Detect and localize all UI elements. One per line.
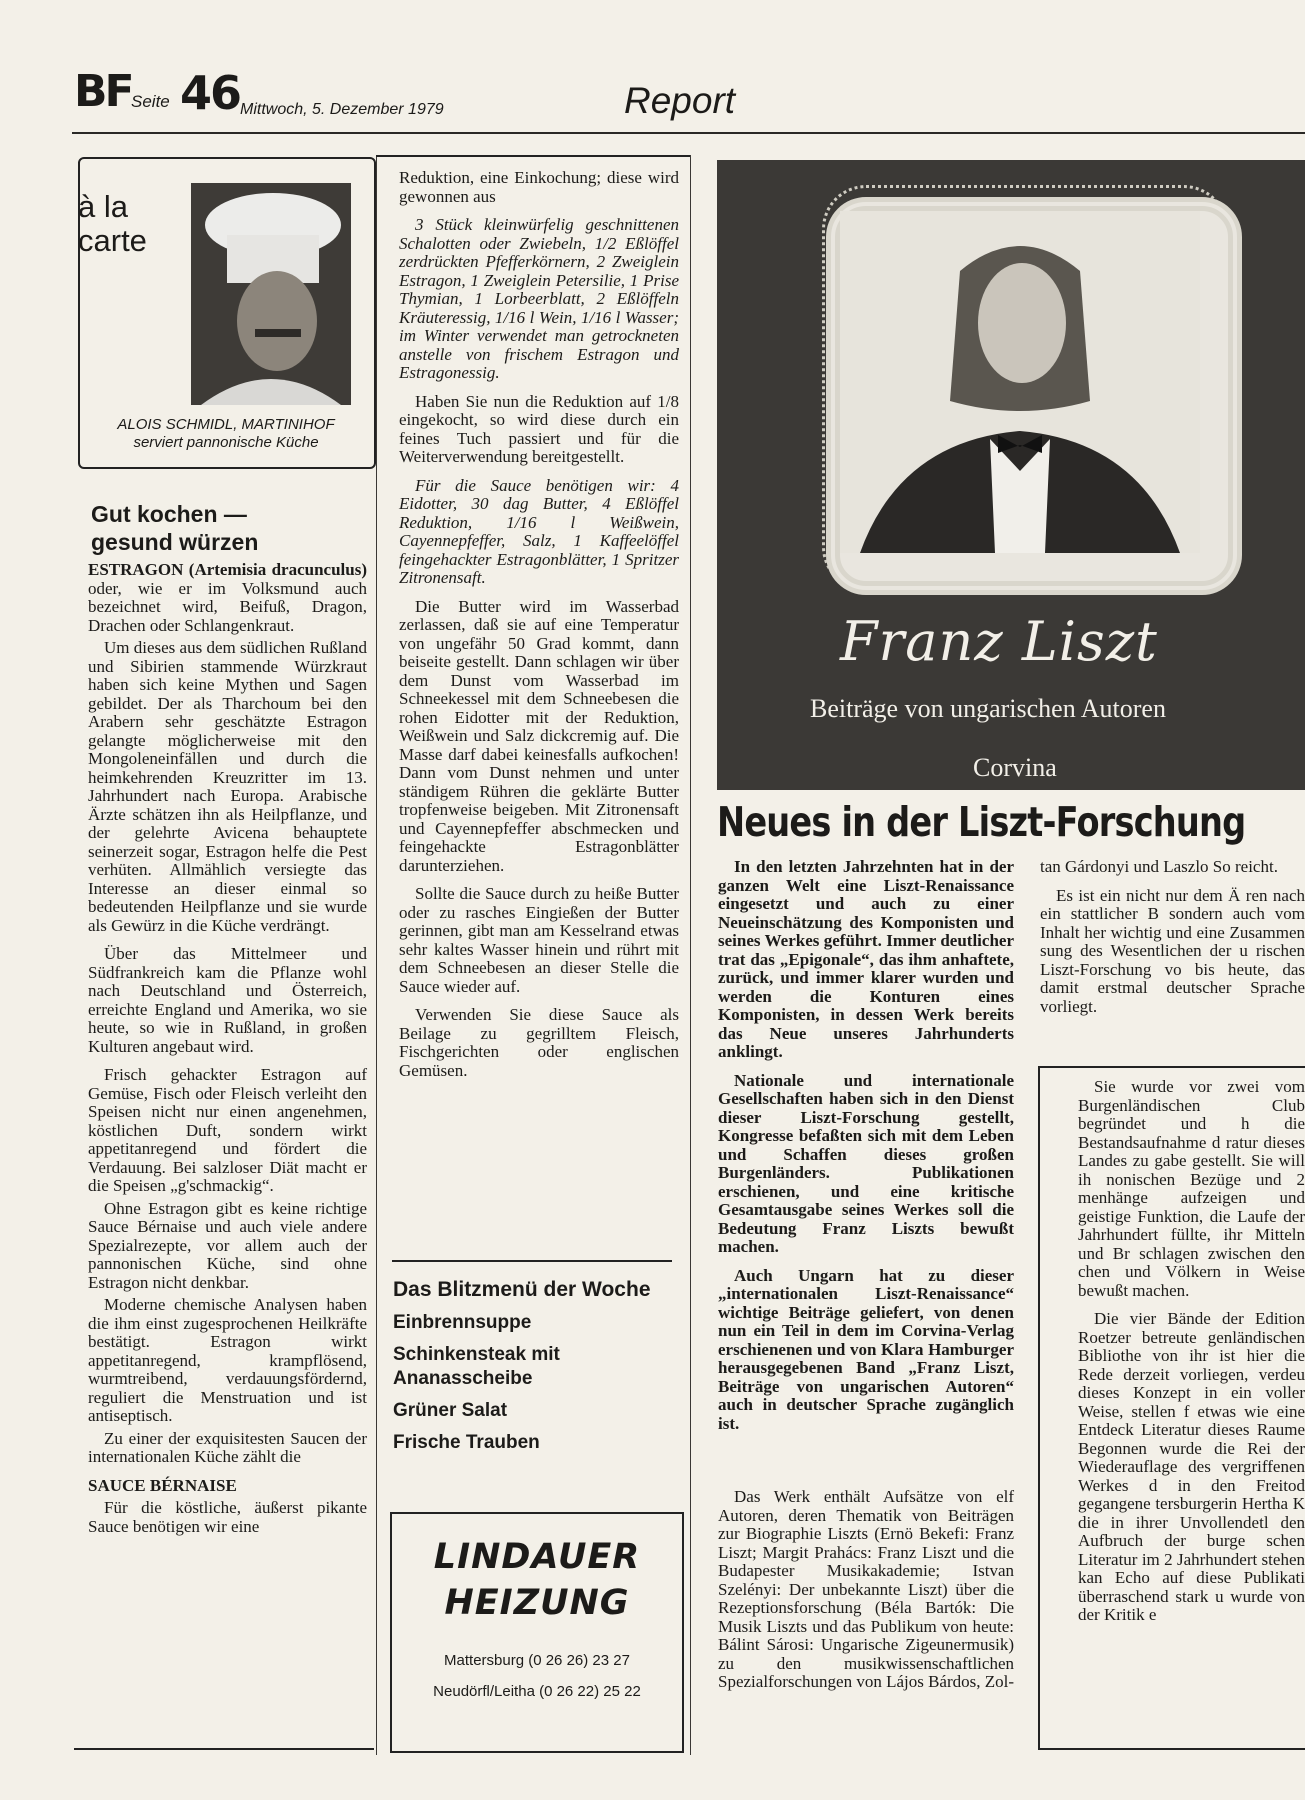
menu-item: Schinkensteak mit Ananasscheibe <box>393 1344 560 1389</box>
issue-date: Mittwoch, 5. Dezember 1979 <box>240 101 444 118</box>
paragraph: Die vier Bände der Edition Roetzer betreute genländischen Bibliothe von ihr ist hier die Rede derzeit vorliegen, verdeu dieses Konzept in ein voller Weise, stellen f etwas wie eine Entdeck Literatur dieses Raume Begonnen wurde die Rei der Wiederauflage des vergriffenen Werkes d in den Freitod gegangene tersburgerin Hertha K die in ihrer Unvollendetl den Aufbruch der burge schen Literatur im 2 Jahrhundert stehen kan Echo auf diese Publikati überraschend stark u wurde von der Kritik e <box>1078 1309 1305 1624</box>
lead-rest: oder, wie er im Volksmund auch bezeichnet wird, Beifuß, Dragon, Drachen oder Schlangenkraut. <box>88 578 367 635</box>
ad-contact: Mattersburg (0 26 26) 23 27 <box>444 1652 630 1669</box>
paragraph: Zu einer der exquisitesten Saucen der internationalen Küche zählt die <box>88 1428 367 1466</box>
column-rule <box>376 155 377 1755</box>
column-top-rule <box>376 155 690 157</box>
bleed-through-marks <box>80 10 200 60</box>
paragraph: Verwenden Sie diese Sauce als Beilage zu gegrilltem Fleisch, Fischgerichten oder englischen Gemüsen. <box>399 1005 679 1080</box>
paragraph: Es ist ein nicht nur dem Ä ren nach ein stattlicher B sondern auch vom Inhalt her wichtig und eine Zusammen sung des Wesentlichen der u rischen Liszt-Forschung vo bis heute, das damit erstmal deutscher Sprache vorliegt. <box>1040 885 1305 1016</box>
caption-line: ALOIS SCHMIDL, MARTINIHOF <box>117 416 335 433</box>
paragraph: Für die köstliche, äußerst pikante Sauce benötigen wir eine <box>88 1498 367 1536</box>
column-rule <box>690 155 691 1755</box>
title-line: Gut kochen — <box>91 501 247 527</box>
article2-body-col1-cont <box>718 1488 1014 1692</box>
article2-body-col1 <box>718 858 1014 1433</box>
paragraph: Ohne Estragon gibt es keine richtige Sauce Bérnaise und auch viele andere Spezialrezepte, vor allem auch der pannonischen Küche, sind ohne Estragon nicht denkbar. <box>88 1198 367 1292</box>
caption-line: serviert pannonische Küche <box>133 434 319 451</box>
paragraph: Über das Mittelmeer und Südfrankreich kam die Pflanze wohl nach Deutschland und Österreich, erreichte England und Amerika, wo sie heute, so wie in Rußland, in großen Kulturen angebaut wird. <box>88 944 367 1056</box>
article2-headline: Neues in der Liszt-Forschung <box>717 798 1246 846</box>
paragraph: Die Butter wird im Wasserbad zerlassen, daß sie auf eine Temperatur von ungefähr 50 Grad kommt, dann beiseite gestellt. Dann schlagen wir über dem Dunst vom Wasserbad im Schneekessel mit dem Schneebesen die rohen Eidotter mit der Reduktion, Weißwein und Salz dickcremig auf. Die Masse darf dabei keinesfalls aufkochen! Dann vom Dunst nehmen und unter ständigem Rühren die geklärte Butter tropfenweise beigeben. Mit Zitronensaft und Cayennepfeffer abschmecken und feingehackte Estragonblätter darunterziehen. <box>399 596 679 875</box>
section-title: Report <box>624 80 736 121</box>
label-line: carte <box>78 223 147 258</box>
menu-item: Einbrennsuppe <box>393 1312 532 1333</box>
portrait-frame <box>826 197 1242 595</box>
heating-ad <box>390 1512 684 1753</box>
chef-photo <box>191 183 351 405</box>
blitz-rule <box>392 1260 672 1262</box>
paragraph: In den letzten Jahrzehnten hat in der ganzen Welt eine Liszt-Renaissance eingesetzt und auch zu einer Neueinschätzung des Komponisten und seines Werkes geführt. Immer deutlicher trat das „Epigonale“, das ihm anhaftete, zurück, und immer klarer wurden und werden die Konturen eines Komponisten, in dessen Werk bereits das Neue unseres Jahrhunderts anklingt. <box>718 857 1014 1061</box>
blitzmenu-box <box>393 1263 673 1455</box>
column-bottom-rule <box>74 1748 374 1750</box>
info-box-text <box>1078 1078 1305 1738</box>
menu-item: Frische Trauben <box>393 1432 540 1453</box>
lead-paragraph <box>88 561 367 635</box>
paragraph: Das Werk enthält Aufsätze von elf Autoren, deren Thematik von Beiträgen zur Biographie Liszts (Ernö Bekefi: Franz Liszt; Margit Prahács: Franz Liszt und die Budapester Musikakademie; Istvan Szelényi: Der unbekannte Liszt) über die Rezeptionsforschung (Béla Bartók: Die Musik Liszts und das Publikum von heute: Bálint Sárosi: Ungarische Zigeunermusik) zu den musikwissenschaftlichen Spezialforschungen von Lájos Bárdos, Zol- <box>718 1487 1015 1691</box>
ingredients-paragraph: Für die Sauce benötigen wir: 4 Eidotter, 30 dag Butter, 4 Eßlöffel Reduktion, 1/16 l Weißwein, Cayennepfeffer, Salz, 1 Kaffeelöffel feingehackter Estragonblätter, 1 Spritzer Zitronensaft. <box>399 475 679 587</box>
book-title: Franz Liszt <box>840 610 1158 673</box>
paragraph: Moderne chemische Analysen haben die ihm einst zugesprochenen Heilkräfte bestätigt. Estragon wirkt appetitanregend, krampflösend, wurmtreibend, verdauungsfördernd, reguliert die Menstruation und ist antiseptisch. <box>88 1295 367 1425</box>
paragraph: Um dieses aus dem südlichen Rußland und Sibirien stammende Würzkraut haben sich keine Mythen und Sagen gebildet. Der als Tharchoum bei den Arabern sehr geschätzte Estragon gelangte möglicherweise mit den Mongoleneinfällen und durch die heimkehrenden Kreuzritter im 13. Jahrhundert nach Europa. Arabische Ärzte schätzen ihn als Heilpflanze, und der gelehrte Avicena behauptete seinerzeit sogar, Estragon helfe die Pest verhüten. Allmählich versiegte das Interesse an dieser einmal so bedeutenden Heilpflanze und sie wurde als Gewürz in die Küche verdrängt. <box>88 638 367 935</box>
header-rule <box>72 132 1305 134</box>
article-body-col1 <box>88 561 367 1536</box>
ingredients-paragraph: 3 Stück kleinwürfelig geschnittenen Schalotten oder Zwiebeln, 1/2 Eßlöffel zerdrückten Pfefferkörnern, 2 Zweiglein Estragon, 1 Zweiglein Petersilie, 1 Prise Thymian, 1 Lorbeerblatt, 2 Eßlöffeln Kräuteressig, 1/16 l Wein, 1/16 l Wasser; im Winter verwendet man getrockneten anstelle von frischem Estragon und Estragonessig. <box>399 215 679 382</box>
blitzmenu-title: Das Blitzmenü der Woche <box>393 1278 651 1301</box>
ad-title: HEIZUNG <box>444 1583 630 1623</box>
article2-body-col2 <box>1040 858 1305 1016</box>
paper-logo: BF <box>74 66 132 117</box>
ad-contact: Neudörfl/Leitha (0 26 22) 25 22 <box>433 1683 641 1700</box>
paragraph: Sollte die Sauce durch zu heiße Butter oder zu rasches Eingießen der Butter gerinnen, gibt man am Kesselrand etwas sehr kaltes Wasser hinein und rührt mit dem Schneebesen an dieser Stelle die Sauce wieder auf. <box>399 884 679 996</box>
paragraph: Auch Ungarn hat zu dieser „internationalen Liszt-Renaissance“ wichtige Beiträge geliefert, von denen nun ein Teil in dem im Corvina-Verlag erschienenen und von Klara Hamburger herausgegebenen Band „Franz Liszt, Beiträge von ungarischen Autoren“ auch in deutscher Sprache zugänglich ist. <box>718 1265 1014 1433</box>
ad-title: LINDAUER <box>433 1537 641 1577</box>
article-title <box>91 500 371 556</box>
a-la-carte-label <box>78 190 147 258</box>
paragraph: Haben Sie nun die Reduktion auf 1/8 eingekocht, so wird diese durch ein feines Tuch passiert und für die Weiterverwendung bereitgestellt. <box>399 391 679 466</box>
paragraph: Frisch gehackter Estragon auf Gemüse, Fisch oder Fleisch verleiht den Speisen nicht nur einen angenehmen, köstlichen Duft, sondern wirkt appetitanregend und fördert die Verdauung. Bei salzloser Diät macht er die Speisen „g'schmackig“. <box>88 1065 367 1195</box>
paragraph: Sie wurde vor zwei vom Burgenländischen Club begründet und h die Bestandsaufnahme d ratur dieses Landes zu gabe gestellt. Sie will ih nonischen Bezüge und 2 menhänge aufzeigen und geistige Funktion, die Laufe der Jahrhundert füllte, ihr Mitteln und Br schlagen zwischen den chen und Völkern in Weise bewußt machen. <box>1078 1078 1305 1300</box>
lead-term: ESTRAGON (Artemisia dracunculus) <box>88 560 367 579</box>
title-line: gesund würzen <box>91 529 259 555</box>
liszt-portrait-icon <box>840 211 1200 553</box>
paragraph: tan Gárdonyi und Laszlo So reicht. <box>1040 858 1278 876</box>
chef-portrait-icon <box>191 183 351 405</box>
page-number: 46 <box>180 66 241 120</box>
book-subtitle: Beiträge von ungarischen Autoren <box>810 694 1166 723</box>
page-label: Seite <box>131 92 170 111</box>
book-publisher: Corvina <box>973 753 1057 782</box>
article-body-col2 <box>399 169 679 1080</box>
chef-caption <box>86 416 366 452</box>
label-line: à la <box>78 189 128 224</box>
paragraph: Nationale und internationale Gesellschaften haben sich in den Dienst dieser Liszt-Forschung gestellt, Kongresse befaßten sich mit dem Leben und Schaffen dieses großen Burgenländers. Publikationen erschienen, und eine kritische Gesamtausgabe seines Werkes soll die Bedeutung Franz Liszts bewußt machen. <box>718 1070 1014 1256</box>
paragraph: Reduktion, eine Einkochung; diese wird gewonnen aus <box>399 168 679 206</box>
sauce-subhead: SAUCE BÉRNAISE <box>88 1475 237 1495</box>
menu-item: Grüner Salat <box>393 1400 508 1421</box>
